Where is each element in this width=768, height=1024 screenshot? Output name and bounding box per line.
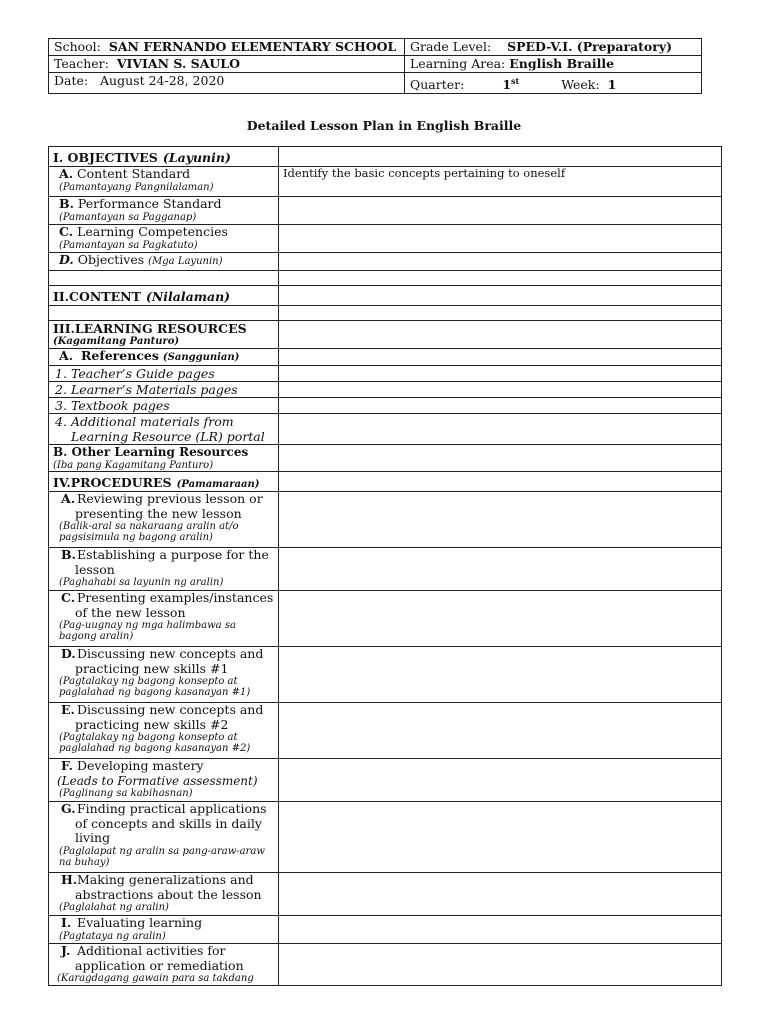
procedure-sub: (Paghahabi sa layunin ng aralin): [59, 577, 224, 588]
procedure-sub: (Pagtataya ng aralin): [59, 930, 166, 942]
content-standard-label: Content Standard: [77, 166, 191, 181]
area-value: English Braille: [509, 56, 615, 71]
table-row: A. Content Standard (Pamantayang Pangnilalaman) Identify the basic concepts pertaining to oneself: [49, 167, 722, 197]
procedure-sub: (Pag-uugnay ng mga halimbawa sa bagong aralin): [59, 620, 236, 642]
references-label: References: [81, 347, 159, 363]
table-row: [49, 305, 722, 320]
table-row: F. Developing mastery (Leads to Formative assessment) (Paglinang sa kabihasnan): [49, 759, 722, 802]
procedure-sub: (Paglalahat ng aralin): [59, 902, 169, 913]
procedure-label: Presenting examples/instances of the new lesson: [75, 590, 274, 620]
resource-item: Textbook pages: [71, 398, 170, 413]
header-table: [48, 38, 702, 94]
date-cell: [49, 73, 405, 94]
table-row: 2. Learner’s Materials pages: [49, 382, 722, 398]
table-row: 4. Additional materials from Learning Resource (LR) portal: [49, 414, 722, 445]
area-cell: [405, 56, 702, 73]
table-row: B.Establishing a purpose for the lesson (Paghahabi sa layunin ng aralin): [49, 548, 722, 591]
content-standard-sub: (Pamantayang Pangnilalaman): [59, 181, 214, 193]
procedure-label: Discussing new concepts and practicing new skills #1: [75, 646, 264, 676]
table-row: [49, 320, 722, 348]
resources-heading: III.LEARNING RESOURCES (Kagamitang Panturo): [49, 320, 279, 348]
other-resources-label: B. Other Learning Resources: [53, 445, 249, 459]
procedure-sub: (Pagtalakay ng bagong konsepto at paglalahad ng bagong kasanayan #1): [59, 676, 251, 698]
objectives-sub: (Mga Layunin): [148, 256, 223, 267]
performance-standard-sub: (Pamantayan sa Pagganap): [59, 211, 197, 223]
objectives-heading: I. OBJECTIVES (Layunin): [49, 147, 279, 167]
table-row: C. Presenting examples/instances of the new lesson (Pag-uugnay ng mga halimbawa sa bagong aralin): [49, 591, 722, 647]
procedure-note: (Leads to Formative assessment): [57, 773, 258, 788]
date-value: August 24-28, 2020: [100, 73, 225, 88]
procedure-label: Evaluating learning: [77, 915, 203, 930]
procedure-label: Additional activities for application or remediation: [75, 943, 244, 973]
school-label: School:: [54, 39, 101, 54]
quarter-label: Quarter:: [410, 77, 465, 93]
resource-item: Additional materials from Learning Resource (LR) portal: [71, 414, 265, 444]
grade-value: SPED-V.I. (Preparatory): [507, 39, 673, 54]
school-cell: [49, 39, 405, 56]
quarter-value: 1: [502, 77, 512, 93]
procedure-label: Developing mastery: [77, 758, 204, 773]
grade-label: Grade Level:: [410, 39, 492, 54]
learning-competencies-sub: (Pamantayan sa Pagkatuto): [59, 239, 198, 251]
teacher-label: Teacher:: [54, 56, 109, 71]
table-row: I. Evaluating learning (Pagtataya ng aralin): [49, 916, 722, 944]
week-label: Week:: [561, 77, 600, 93]
performance-standard-label: Performance Standard: [77, 196, 222, 211]
table-row: B. Performance Standard (Pamantayan sa Pagganap): [49, 197, 722, 225]
table-row: D.Discussing new concepts and practicing new skills #1 (Pagtalakay ng bagong konsepto at paglalahad ng bagong kasanayan #1): [49, 647, 722, 703]
references-sub: (Sanggunian): [162, 351, 240, 363]
area-label: Learning Area:: [410, 56, 506, 71]
table-row: [49, 270, 722, 285]
school-name: SAN FERNANDO ELEMENTARY SCHOOL: [108, 39, 397, 54]
teacher-cell: [49, 56, 405, 73]
resource-item: Learner’s Materials pages: [71, 382, 238, 397]
table-row: [49, 472, 722, 492]
procedures-heading: IV.PROCEDURES (Pamamaraan): [49, 472, 279, 492]
content-standard-value: Identify the basic concepts pertaining to oneself: [279, 167, 722, 197]
quarter-week-cell: [405, 73, 702, 94]
procedure-label: Establishing a purpose for the lesson: [75, 547, 269, 577]
table-row: [49, 285, 722, 305]
learning-competencies-label: Learning Competencies: [77, 224, 228, 239]
table-row: 1. Teacher’s Guide pages: [49, 366, 722, 382]
procedure-sub: (Balik-aral sa nakaraang aralin at/o pagsisimula ng bagong aralin): [59, 521, 239, 543]
document-title: Detailed Lesson Plan in English Braille: [246, 118, 522, 133]
table-row: [49, 147, 722, 167]
procedure-label: Making generalizations and abstractions about the lesson: [75, 872, 262, 902]
table-row: E. Discussing new concepts and practicing new skills #2 (Pagtalakay ng bagong konsepto at paglalahad ng bagong kasanayan #2): [49, 703, 722, 759]
procedure-sub: (Paglinang sa kabihasnan): [59, 787, 193, 799]
table-row: 3. Textbook pages: [49, 398, 722, 414]
procedure-sub: (Paglalapat ng aralin sa pang-araw-araw na buhay): [59, 845, 265, 868]
lesson-plan-table: [48, 146, 722, 986]
table-row: A. Reviewing previous lesson or presenting the new lesson (Balik-aral sa nakaraang aralin at/o pagsisimula ng bagong aralin): [49, 492, 722, 548]
table-row: H.Making generalizations and abstractions about the lesson (Paglalahat ng aralin): [49, 873, 722, 916]
date-label: Date:: [54, 73, 89, 88]
table-row: G.Finding practical applications of concepts and skills in daily living (Paglalapat ng aralin sa pang-araw-araw na buhay): [49, 802, 722, 873]
table-row: C. Learning Competencies (Pamantayan sa Pagkatuto): [49, 225, 722, 253]
objectives-label: Objectives: [77, 252, 145, 267]
procedure-sub: (Karagdagang gawain para sa takdang: [57, 973, 254, 984]
procedure-label: Finding practical applications of concepts and skills in daily living: [75, 801, 267, 845]
table-row: [49, 445, 722, 472]
grade-cell: [405, 39, 702, 56]
week-value: 1: [607, 77, 617, 93]
content-heading: II.CONTENT (Nilalaman): [49, 285, 279, 305]
procedure-sub: (Pagtalakay ng bagong konsepto at paglalahad ng bagong kasanayan #2): [59, 732, 251, 754]
teacher-name: VIVIAN S. SAULO: [116, 56, 240, 71]
table-row: D. Objectives (Mga Layunin): [49, 253, 722, 271]
procedure-label: Reviewing previous lesson or presenting the new lesson: [75, 491, 263, 521]
table-row: J. Additional activities for application or remediation (Karagdagang gawain para sa takdang: [49, 944, 722, 986]
table-row: A. References (Sanggunian): [49, 348, 722, 366]
quarter-sup: st: [511, 76, 520, 86]
other-resources-sub: (Iba pang Kagamitang Panturo): [53, 460, 214, 471]
procedure-label: Discussing new concepts and practicing new skills #2: [75, 702, 264, 732]
resource-item: Teacher’s Guide pages: [71, 366, 215, 381]
